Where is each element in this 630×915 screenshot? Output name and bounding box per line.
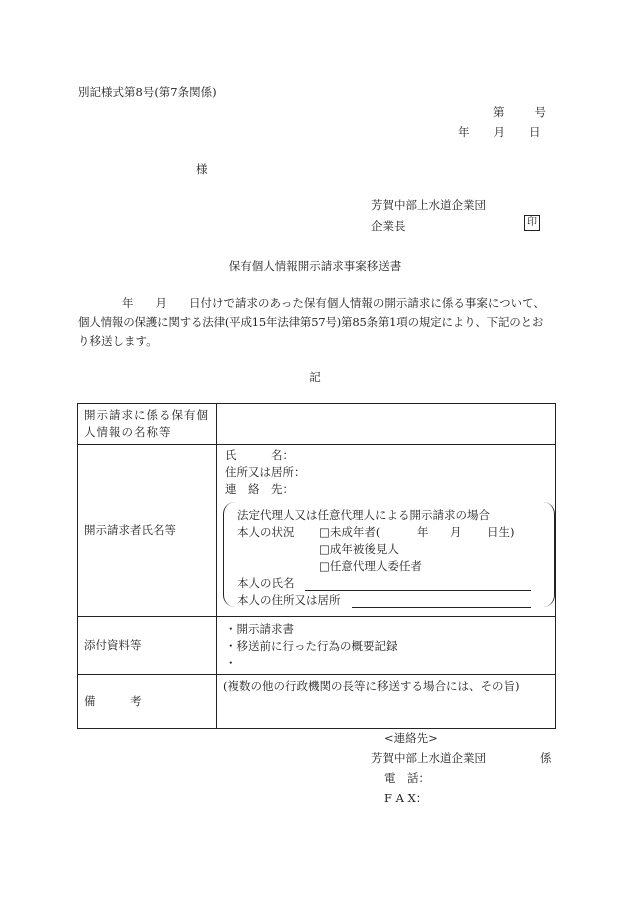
body-text-1: 日付けで請求のあった保有個人情報の開示請求に係る事案について、	[189, 296, 545, 310]
contact-section: 係	[540, 751, 552, 765]
status-day: 日生)	[487, 525, 515, 539]
table-row	[78, 445, 556, 617]
number-suffix: 号	[534, 105, 546, 119]
row-attachments-label: 添付資料等	[78, 617, 217, 675]
transfer-table	[77, 403, 556, 729]
number-prefix: 第	[493, 105, 505, 119]
seal-mark: 印	[524, 215, 540, 231]
date-day: 日	[529, 125, 541, 139]
status-option-minor: □未成年者(	[319, 525, 381, 539]
status-option-delegator: □任意代理人委任者	[319, 559, 422, 573]
person-name-label: 本人の氏名	[237, 576, 295, 590]
row-remarks-value	[217, 675, 556, 729]
row-info-name-label: 開示請求に係る保有個人情報の名称等	[78, 404, 217, 445]
document-date	[458, 124, 541, 140]
contact-phone: 電 話：	[384, 771, 430, 785]
agent-heading: 法定代理人又は任意代理人による開示請求の場合	[237, 508, 490, 522]
date-month: 月	[493, 125, 505, 139]
requester-name-label: 氏 名：	[225, 448, 294, 462]
attachment-item: ・開示請求書	[225, 622, 294, 636]
row-requester-value	[217, 445, 556, 617]
row-requester-label: 開示請求者氏名等	[78, 445, 217, 617]
person-address-underline	[352, 607, 531, 608]
date-year: 年	[458, 125, 470, 139]
person-address-label: 本人の住所又は居所	[237, 593, 341, 607]
contact-fax: F A X：	[384, 791, 428, 805]
body-year: 年	[122, 296, 134, 310]
body-text-2: 個人情報の保護に関する法律(平成15年法律第57号)第85条第1項の規定により、下記のとお	[78, 315, 544, 329]
sender-title: 企業長	[371, 219, 406, 233]
document-title: 保有個人情報開示請求事案移送書	[228, 259, 402, 273]
status-label: 本人の状況	[237, 525, 295, 539]
person-name-underline	[305, 590, 531, 591]
attachment-item: ・	[225, 656, 237, 670]
document-number	[493, 104, 546, 120]
contact-heading: <連絡先>	[384, 731, 438, 745]
contact-organization: 芳賀中部上水道企業団	[371, 751, 486, 765]
requester-address-label: 住所又は居所：	[225, 465, 306, 479]
ki-heading: 記	[309, 370, 321, 384]
body-paragraph	[78, 294, 558, 351]
row-attachments-value	[217, 617, 556, 675]
addressee: 様	[196, 162, 208, 176]
attachment-item: ・移送前に行った行為の概要記録	[225, 639, 398, 653]
status-month: 月	[450, 525, 462, 539]
status-option-ward: □成年被後見人	[319, 542, 399, 556]
table-row	[78, 617, 556, 675]
row-info-name-value	[217, 404, 556, 445]
sender-organization: 芳賀中部上水道企業団	[371, 198, 486, 212]
requester-contact-label: 連 絡 先：	[225, 482, 294, 496]
table-row	[78, 675, 556, 729]
body-text-3: り移送します。	[78, 334, 158, 348]
status-year: 年	[417, 525, 429, 539]
table-row	[78, 404, 556, 445]
body-month: 月	[155, 296, 167, 310]
form-number-label: 別記様式第8号(第7条関係)	[78, 85, 217, 99]
row-remarks-label: 備 考	[78, 675, 217, 729]
remarks-text: (複数の他の行政機関の長等に移送する場合には、その旨)	[223, 679, 520, 693]
